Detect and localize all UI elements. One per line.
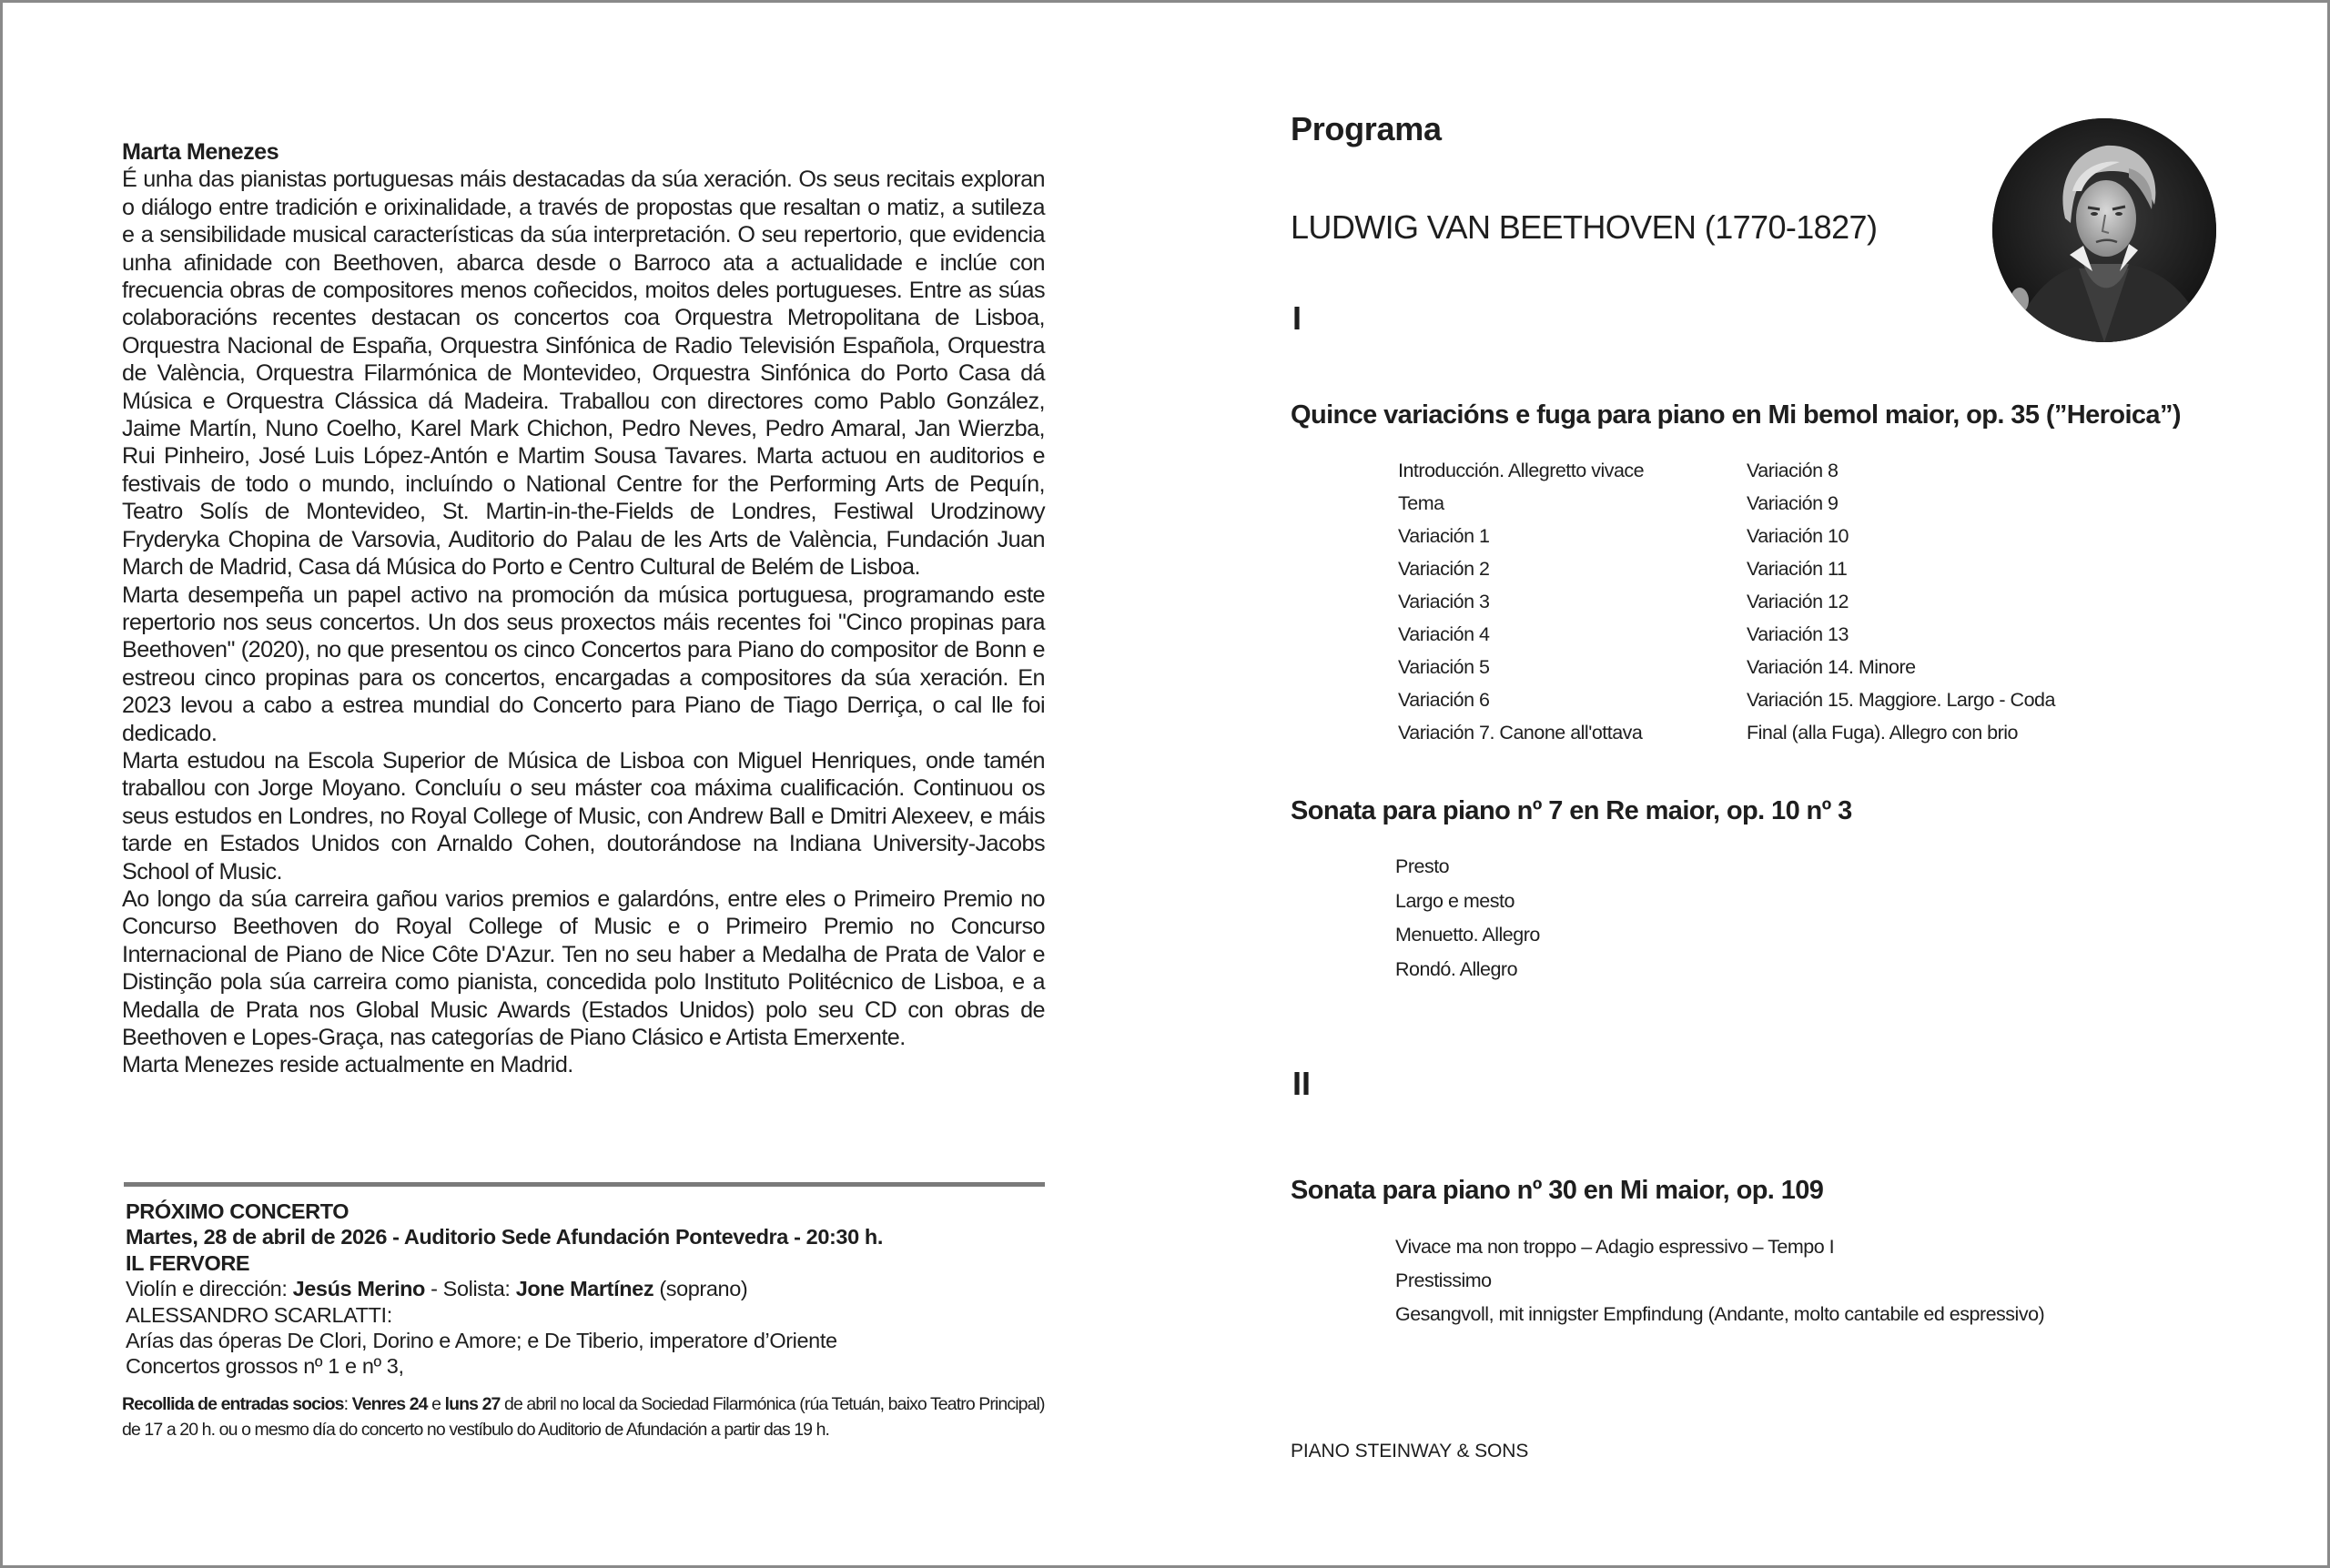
- section-divider: [124, 1182, 1045, 1187]
- movement-item: Variación 11: [1747, 558, 1848, 580]
- pickup-day-2: luns 27: [444, 1394, 501, 1414]
- next-concert-work: Arías das óperas De Clori, Dorino e Amore; e De Tiberio, imperatore d’Oriente: [126, 1329, 837, 1353]
- pickup-day-1: Venres 24: [351, 1394, 428, 1414]
- instrument-note: PIANO STEINWAY & SONS: [1291, 1441, 1529, 1462]
- movement-item: Variación 10: [1747, 525, 1849, 547]
- movement-item: Variación 3: [1398, 591, 1490, 612]
- next-concert-date-venue: Martes, 28 de abril de 2026 - Auditorio Sede Afundación Pontevedra - 20:30 h.: [126, 1225, 883, 1249]
- performer-name: Marta Menezes: [122, 139, 279, 165]
- ticket-pickup-note: [122, 1392, 1045, 1442]
- next-concert-composer: ALESSANDRO SCARLATTI:: [126, 1302, 392, 1327]
- next-concert: [126, 1199, 1045, 1380]
- movement-item: Variación 2: [1398, 558, 1490, 580]
- movement-item: Variación 8: [1747, 460, 1839, 481]
- bio-paragraph: Marta estudou na Escola Superior de Música de Lisboa con Miguel Henriques, onde tamén traballou con Jorge Moyano. Concluíu o seu máster coa máxima cualificación. Continuou os seus estudos en Londres, no Royal College of Music, con Andrew Ball e Dmitri Alexeev, e máis tarde en Estados Unidos con Arnaldo Cohen, doutorándose na Indiana University-Jacobs School of Music.: [122, 747, 1045, 885]
- movement-item: Final (alla Fuga). Allegro con brio: [1747, 722, 2018, 744]
- movement-item: Variación 12: [1747, 591, 1849, 612]
- direction-label: Violín e dirección:: [126, 1277, 293, 1301]
- next-concert-ensemble: IL FERVORE: [126, 1250, 250, 1275]
- movement-item: Tema: [1398, 492, 1444, 514]
- part-numeral-2: II: [1292, 1065, 1312, 1102]
- movement-item: Variación 1: [1398, 525, 1490, 547]
- work-title: Quince variacións e fuga para piano en Mi bemol maior, op. 35 (”Heroica”): [1291, 400, 2181, 430]
- movement-item: Rondó. Allegro: [1395, 957, 1518, 980]
- movement-list: [1395, 1230, 2044, 1331]
- work-title: Sonata para piano nº 30 en Mi maior, op. 109: [1291, 1176, 1824, 1205]
- composer-heading: LUDWIG VAN BEETHOVEN (1770-1827): [1291, 208, 1878, 246]
- movement-list: [1398, 454, 2055, 749]
- movement-list: [1395, 850, 1540, 986]
- part-numeral-1: I: [1292, 299, 1302, 337]
- movement-item: Variación 7. Canone all'ottava: [1398, 722, 1643, 744]
- movement-item: Variación 9: [1747, 492, 1839, 514]
- bio-paragraph: Marta desempeña un papel activo na promoción da música portuguesa, programando este repertorio nos seus concertos. Un dos seus proxectos máis recentes foi "Cinco propinas para Beethoven" (2020), no que presentou os cinco Concertos para Piano do compositor de Bonn e estreou cinco propinas para os concertos, encargadas a compositores da súa xeración. En 2023 levou a cabo a estrea mundial do Concerto para Piano de Tiago Derriça, o cal lle foi dedicado.: [122, 582, 1045, 746]
- biography: [122, 138, 1045, 1079]
- beethoven-portrait-icon: [1992, 118, 2216, 342]
- bio-paragraph: Ao longo da súa carreira gañou varios premios e galardóns, entre eles o Primeiro Premio no Concurso Beethoven do Royal College of Music e o Primeiro Premio no Concurso Internacional de Piano de Nice Côte D'Azur. Ten no seu haber a Medalha de Prata de Valor e Distinção pola súa carreira como pianista, concedida polo Instituto Politécnico de Lisboa, e a Medalla de Prata nos Global Music Awards (Estados Unidos) polo seu CD con obras de Beethoven e Lopes-Graça, nas categorías de Piano Clásico e Artista Emerxente.: [122, 885, 1045, 1050]
- bio-paragraph: Marta Menezes reside actualmente en Madrid.: [122, 1052, 573, 1078]
- portrait-illustration: [1992, 118, 2216, 342]
- movement-item: Variación 14. Minore: [1747, 656, 1916, 678]
- program-title: Programa: [1291, 110, 1442, 147]
- soloist-label: - Solista:: [425, 1277, 516, 1301]
- next-concert-work: Concertos grossos nº 1 e nº 3,: [126, 1354, 404, 1379]
- movement-item: Variación 15. Maggiore. Largo - Coda: [1747, 689, 2055, 711]
- next-concert-heading: PRÓXIMO CONCERTO: [126, 1199, 350, 1223]
- movement-item: Prestissimo: [1395, 1270, 1492, 1291]
- ticket-pickup-label: Recollida de entradas socios: [122, 1394, 344, 1414]
- punctuation: :: [343, 1394, 352, 1414]
- conjunction: e: [427, 1394, 445, 1414]
- movement-item: Introducción. Allegretto vivace: [1398, 460, 1645, 481]
- movement-item: Presto: [1395, 855, 1450, 877]
- pickup-details: de abril no local da Sociedad Filarmónica (rúa Tetuán, baixo Teatro Principal) de 17 a 20 h. ou o mesmo día do concerto no vestíbulo do Auditorio de Afundación a partir das 19 h.: [122, 1394, 1045, 1440]
- movement-item: Variación 13: [1747, 623, 1849, 645]
- movement-item: Gesangvoll, mit innigster Empfindung (Andante, molto cantabile ed espressivo): [1395, 1303, 2045, 1325]
- soloist-name: Jone Martínez: [515, 1277, 654, 1301]
- movement-item: Variación 4: [1398, 623, 1490, 645]
- soloist-role: (soprano): [653, 1277, 748, 1301]
- next-concert-credits: [126, 1276, 1045, 1301]
- movement-item: Menuetto. Allegro: [1395, 924, 1540, 946]
- bio-paragraph: É unha das pianistas portuguesas máis destacadas da súa xeración. Os seus recitais exploran o diálogo entre tradición e orixinalidade, a través de propostas que resaltan o matiz, a sutileza e a sensibilidade musical características da súa interpretación. O seu repertorio, que evidencia unha afinidade con Beethoven, abarca desde o Barroco ata a actualidade e inclúe con frecuencia obras de compositores menos coñecidos, moitos deles portugueses. Entre as súas colaboracións recentes destacan os concertos coa Orquestra Metropolitana de Lisboa, Orquestra Nacional de España, Orquestra Sinfónica de Radio Televisión Española, Orquestra de València, Orquestra Filarmónica de Montevideo, Orquestra Sinfónica do Porto Casa dá Música e Orquestra Clássica dá Madeira. Traballou con directores como Pablo González, Jaime Martín, Nuno Coelho, Karel Mark Chichon, Pedro Neves, Pedro Amaral, Jan Wierzba, Rui Pinheiro, José Luis López-Antón e Martim Sousa Tavares. Marta actuou en auditorios e festivais de todo o mundo, incluíndo o National Centre for the Performing Arts de Pequín, Teatro Solís de Montevideo, St. Martin-in-the-Fields de Londres, Festiwal Urodzinowy Fryderyka Chopina de Varsovia, Auditorio do Palau de les Arts de València, Fundación Juan March de Madrid, Casa dá Música do Porto e Centro Cultural de Belém de Lisboa.: [122, 167, 1045, 581]
- movement-item: Variación 5: [1398, 656, 1490, 678]
- work-title: Sonata para piano nº 7 en Re maior, op. 10 nº 3: [1291, 796, 1852, 825]
- movement-item: Vivace ma non troppo – Adagio espressivo – Tempo I: [1395, 1236, 1835, 1258]
- director-name: Jesús Merino: [292, 1277, 425, 1301]
- movement-item: Variación 6: [1398, 689, 1490, 711]
- movement-item: Largo e mesto: [1395, 889, 1514, 912]
